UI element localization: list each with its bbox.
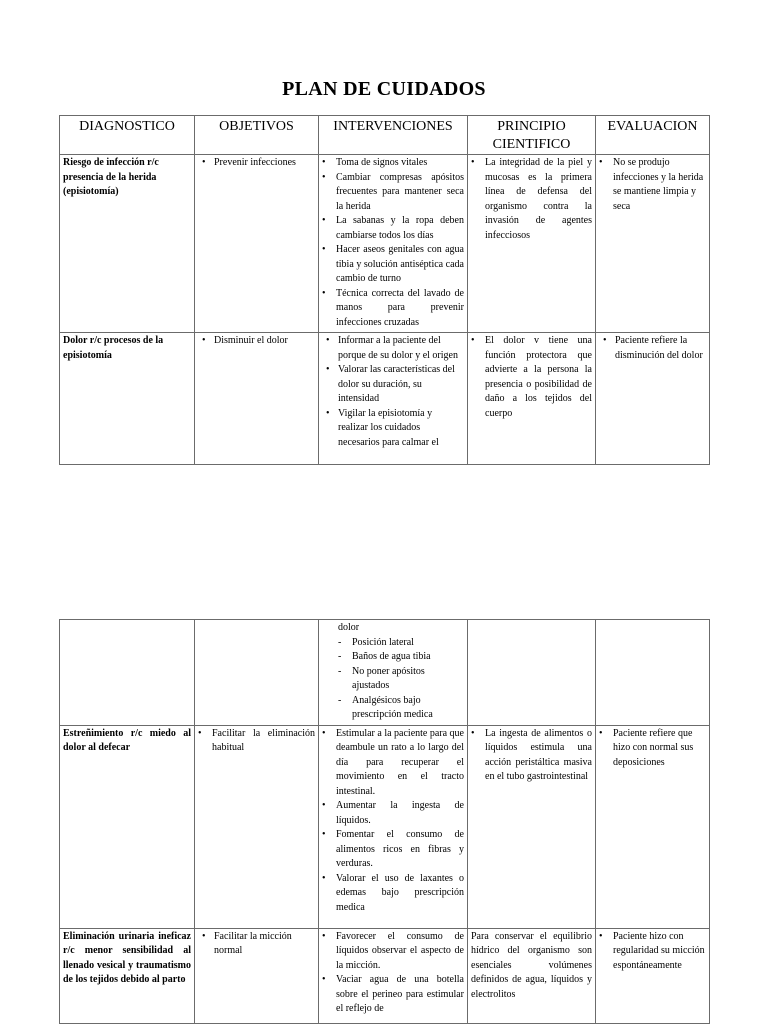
header-evaluacion: EVALUACION bbox=[596, 116, 710, 155]
list-item: - Posición lateral bbox=[322, 636, 464, 651]
intervencion-item: • Favorecer el consumo de líquidos observar el aspecto de la micción. bbox=[322, 930, 464, 974]
intervencion-item: • Cambiar compresas apósitos frecuentes para mantener seca la herida bbox=[322, 171, 464, 215]
diagnostico-cell: Dolor r/c procesos de la episiotomía bbox=[63, 335, 164, 361]
table-row bbox=[60, 155, 710, 333]
evaluacion-cell: • Paciente hizo con regularidad su micción espontáneamente bbox=[599, 930, 706, 974]
evaluacion-cell: • No se produjo infecciones y la herida se mantiene limpia y seca bbox=[599, 156, 706, 214]
care-plan-table-2 bbox=[59, 619, 710, 1024]
principio-cell: • El dolor v tiene una función protectora que advierte a la persona la presencia o posibilidad de daño a los tejidos del cuerpo bbox=[471, 334, 592, 421]
intervencion-item: • Informar a la paciente del porque de su dolor y el origen bbox=[322, 334, 464, 363]
evaluacion-cell: • Paciente refiere la disminución del dolor bbox=[599, 334, 706, 363]
care-plan-table-1 bbox=[59, 115, 710, 465]
list-item: - Analgésicos bajo prescripción medica bbox=[322, 694, 464, 723]
page-title: PLAN DE CUIDADOS bbox=[282, 78, 486, 100]
objetivo-item: • Disminuir el dolor bbox=[198, 334, 315, 349]
intervencion-item: • Vigilar la episiotomía y realizar los cuidados necesarios para calmar el bbox=[322, 407, 464, 451]
intervencion-item: • Fomentar el consumo de alimentos ricos en fibras y verduras. bbox=[322, 828, 464, 872]
intervencion-item: • Técnica correcta del lavado de manos para prevenir infecciones cruzadas bbox=[322, 287, 464, 331]
table-row bbox=[60, 725, 710, 928]
header-principio: PRINCIPIO CIENTIFICO bbox=[468, 116, 596, 155]
diagnostico-cell: Estreñimiento r/c miedo al dolor al defecar bbox=[63, 727, 191, 753]
header-diagnostico: DIAGNOSTICO bbox=[60, 116, 195, 155]
intervencion-item: • Hacer aseos genitales con agua tibia y solución antiséptica cada cambio de turno bbox=[322, 243, 464, 287]
principio-cell: • La ingesta de alimentos o líquidos estimula una acción peristáltica masiva en el tubo gastrointestinal bbox=[471, 727, 592, 785]
principio-cell: • La integridad de la piel y mucosas es la primera línea de defensa del organismo contra la invasión de agentes infecciosos bbox=[471, 156, 592, 243]
diagnostico-cell: Riesgo de infección r/c presencia de la herida (episiotomía) bbox=[63, 157, 159, 197]
intervencion-item: • La sabanas y la ropa deben cambiarse todos los días bbox=[322, 214, 464, 243]
header-intervenciones: INTERVENCIONES bbox=[319, 116, 468, 155]
intervencion-item: • Toma de signos vitales bbox=[322, 156, 464, 171]
intervencion-item: • Estimular a la paciente para que deambule un rato a lo largo del día para recuperar el movimiento en el tracto intestinal. bbox=[322, 727, 464, 800]
objetivo-item: • Facilitar la micción normal bbox=[198, 930, 315, 959]
continuation-text: dolor bbox=[338, 622, 360, 633]
intervencion-item: • Aumentar la ingesta de líquidos. bbox=[322, 799, 464, 828]
objetivo-item: • Facilitar la eliminación habitual bbox=[198, 727, 315, 756]
intervencion-item: • Valorar el uso de laxantes o edemas bajo prescripción medica bbox=[322, 872, 464, 916]
table-row bbox=[60, 333, 710, 465]
diagnostico-cell: Eliminación urinaria ineficaz r/c menor sensibilidad al llenado vesical y traumatismo de los tejidos debido al parto bbox=[63, 930, 191, 985]
header-objetivos: OBJETIVOS bbox=[195, 116, 319, 155]
list-item: - Baños de agua tibia bbox=[322, 650, 464, 665]
principio-cell: Para conservar el equilibrio hídrico del organismo son esenciales volúmenes definidos de agua, líquidos y electrolitos bbox=[471, 930, 592, 1000]
table-row bbox=[60, 620, 710, 726]
intervencion-item: • Valorar las características del dolor su duración, su intensidad bbox=[322, 363, 464, 407]
evaluacion-cell: • Paciente refiere que hizo con normal sus deposiciones bbox=[599, 727, 706, 771]
table-row bbox=[60, 928, 710, 1023]
intervencion-item: • Vaciar agua de una botella sobre el perineo para estimular el reflejo de bbox=[322, 973, 464, 1017]
list-item: - No poner apósitos ajustados bbox=[322, 665, 464, 694]
objetivo-item: • Prevenir infecciones bbox=[198, 156, 315, 171]
